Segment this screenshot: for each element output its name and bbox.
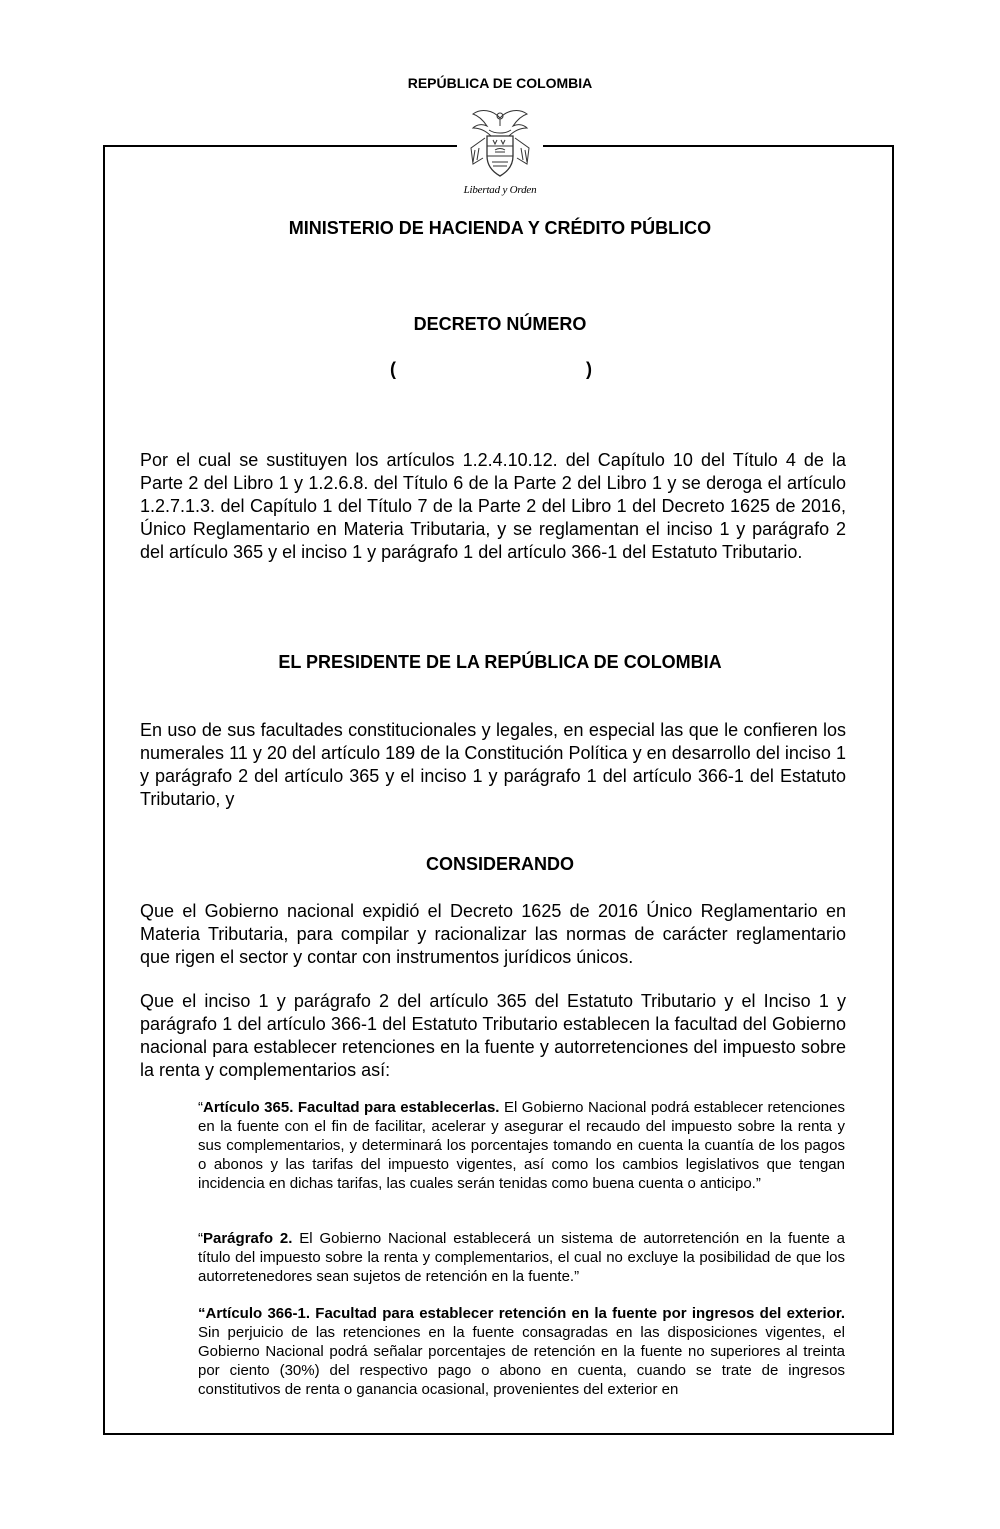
decree-number-open-paren: ( <box>390 359 396 379</box>
powers-paragraph: En uso de sus facultades constitucionales y legales, en especial las que le confieren los numerales 11 y 20 del artículo 189 de la Constitución Política y en desarrollo del inciso 1 y parágrafo 2 del artículo 365 y el inciso 1 y parágrafo 1 del artículo 366-1 del Estatuto Tributario, y <box>140 720 846 809</box>
quote-text: El Gobierno Nacional establecerá un sistema de autorretención en la fuente a título del impuesto sobre la renta y complementarios, el cual no excluye la posibilidad de que los autorretenedores sean sujetos de retención en la fuente.” <box>198 1230 845 1285</box>
quoted-article-365: “Artículo 365. Facultad para establecerlas. El Gobierno Nacional podrá establecer retenciones en la fuente con el fin de facilitar, acelerar y asegurar el recaudo del impuesto sobre la renta y sus complementarios, y determinará los porcentajes tomando en cuenta la cuantía de los pagos o abonos y las tarifas del impuesto vigentes, así como los cambios legislativos que tengan incidencia en dichas tarifas, las cuales serán tenidas como buena cuenta o anticipo.” <box>198 1099 845 1192</box>
quote-heading: Parágrafo 2. <box>203 1230 293 1247</box>
decree-number-close-paren: ) <box>586 359 592 379</box>
seal-motto: Libertad y Orden <box>463 184 537 196</box>
quoted-article-366-1 <box>198 1304 845 1399</box>
quote-heading: “Artículo 366-1. Facultad para establecer retención en la fuente por ingresos del exterior. <box>198 1305 845 1322</box>
decree-summary: Por el cual se sustituyen los artículos 1.2.4.10.12. del Capítulo 10 del Título 4 de la Parte 2 del Libro 1 y 1.2.6.8. del Título 6 de la Parte 2 del Libro 1 y se deroga el artículo 1.2.7.1.3. del Capítulo 1 del Título 7 de la Parte 2 del Libro 1 del Decreto 1625 de 2016, Único Reglamentario en Materia Tributaria, y se reglamentan el inciso 1 y parágrafo 2 del artículo 365 y el inciso 1 y parágrafo 1 del artículo 366-1 del Estatuto Tributario. <box>140 450 846 562</box>
consideration-paragraph: Que el Gobierno nacional expidió el Decreto 1625 de 2016 Único Reglamentario en Materia Tributaria, para compilar y racionalizar las normas de carácter reglamentario que rigen el sector y contar con instrumentos jurídicos únicos. <box>140 901 846 967</box>
quoted-paragraph-2: “Parágrafo 2. El Gobierno Nacional establecerá un sistema de autorretención en la fuente a título del impuesto sobre la renta y complementarios, el cual no excluye la posibilidad de que los autorretenedores sean sujetos de retención en la fuente.” <box>198 1230 845 1285</box>
ministry-title: MINISTERIO DE HACIENDA Y CRÉDITO PÚBLICO <box>288 218 712 238</box>
president-heading: EL PRESIDENTE DE LA REPÚBLICA DE COLOMBIA <box>278 652 722 672</box>
coat-of-arms-icon <box>465 104 535 186</box>
coat-of-arms-seal <box>455 104 545 204</box>
quote-text: El Gobierno Nacional podrá establecer retenciones en la fuente con el fin de facilitar, acelerar y asegurar el recaudo del impuesto sobre la renta y sus complementarios, y determinará los porcentajes tomando en cuenta la cuantía de los pagos o abonos y las tarifas del impuesto vigentes, así como los cambios legislativos que tengan incidencia en dichas tarifas, las cuales serán tenidas como buena cuenta o anticipo.” <box>198 1099 845 1192</box>
country-header: REPÚBLICA DE COLOMBIA <box>407 75 593 91</box>
consideration-paragraph: Que el inciso 1 y parágrafo 2 del artículo 365 del Estatuto Tributario y el Inciso 1 y parágrafo 1 del artículo 366-1 del Estatuto Tributario establecen la facultad del Gobierno nacional para establecer retenciones en la fuente y autorretenciones del impuesto sobre la renta y complementarios así: <box>140 991 846 1080</box>
considerando-heading: CONSIDERANDO <box>425 854 574 874</box>
decree-number-title: DECRETO NÚMERO <box>413 314 587 334</box>
quote-text: Sin perjuicio de las retenciones en la fuente consagradas en las disposiciones vigentes, el Gobierno Nacional podrá señalar porcentajes de retención en la fuente no superiores al treinta por ciento (30%) del respectivo pago o abono en cuenta, cuando se trate de ingresos constitutivos de renta o ganancia ocasional, provenientes del exterior en <box>198 1324 845 1398</box>
quote-heading: Artículo 365. Facultad para establecerlas. <box>203 1099 500 1116</box>
